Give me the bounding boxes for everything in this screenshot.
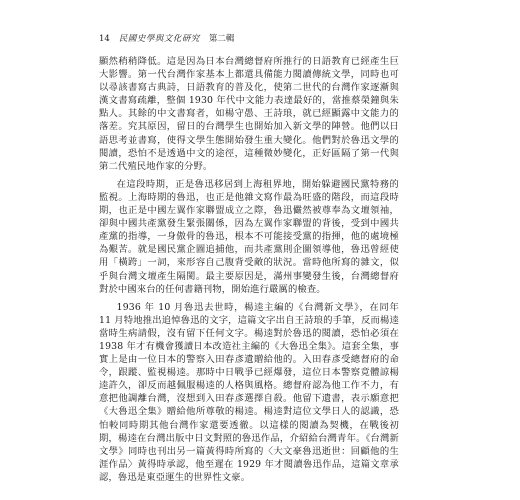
running-header	[99, 32, 439, 46]
page-number: 14	[99, 34, 110, 44]
paragraph-3: 1936 年 10 月魯迅去世時，楊逵主編的《台灣新文學》，在同年 11 月特地推出追悼魯迅的文字，這篇文字出自王詩琅的手筆，反而楊逵當時生病請假，沒有留下任何文字。楊逵對於魯迅的閱讀，恐怕必須在 1938 年才有機會獲讀日本改造社主編的《大魯迅全集》。這套全集，事實上是由一位日本的警察入田春彥遺贈給他的。入田春彥受總督府的命令，跟蹤、監視楊逵。那時中日戰爭已經爆發，這位日本警察竟體諒楊逵許久，卻反而越佩服楊逵的人格與風格。總督府認為他工作不力，有意把他調離台灣，沒想到入田春彥選擇自殺。他留下遺書，表示願意把《大魯迅全集》贈給他所尊敬的楊逵。楊逵對這位文學日人的認識，恐怕較同時期其他台灣作家還要透徹。以這樣的閱讀為契機，在戰後初期，楊逵在台灣出版中日文對照的魯迅作品，介紹給台灣青年。《台灣新文學》同時也刊出另一篇黃得時所寫的〈大文豪魯迅逝世：回顧他的生涯作品〉黃得時承認，他至遲在 1929 年才閱讀魯迅作品，這篇文章承認，魯迅是東亞運生的世界性文豪。	[99, 301, 399, 483]
body-text	[99, 55, 399, 489]
paragraph-2: 在這段時期，正是魯迅移居到上海租界地，開始躲避國民黨特務的監視。上海時期的魯迅，也正是他雜文寫作最為旺盛的階段，而這段時期，也正是中國左翼作家聯盟成立之際，魯迅儼然被尊奉為文壇領袖，卻與中國共產黨發生緊張關係，因為左翼作家聯盟的背後，受到中國共產黨的指導，一身傲骨的魯迅，根本不可能接受黨的指揮，他的處境極為艱苦。就是國民黨企圖追捕他，而共產黨則企圖領導他，魯迅曾經使用「橫跨」一詞，來形容自己腹背受敵的狀況。當時他所寫的雜文，似乎與台灣文壇產生隔閡。最主要原因是，滿州事變發生後，台灣總督府對於中國來台的任何書籍刊物，開始進行嚴厲的檢查。	[99, 178, 399, 295]
issue-label: 第二輯	[208, 34, 235, 44]
book-title: 民國史學與文化研究	[118, 34, 200, 44]
paragraph-1: 顯然稍稍降低。這是因為日本台灣總督府所推行的日語教育已經產生巨大影響。第一代台灣作家基本上都還具備能力閱讀傳統文學，同時也可以尋該書寫古典詩，日語教育的普及化，使第二世代的台灣作家逐漸與漢文書寫疏離，整個 1930 年代中文能力表達最好的，當推蔡榮鐘與朱點人。其餘的中文書寫者，如楊守愚、王詩琅，就已經顯露中文能力的落差。究其原因，留日的台灣學生也開始加入新文學的陣營。他們以日語思考並書寫，使得文學生態開始發生重大變化。他們對於魯迅文學的閱讀，恐怕不是透過中文的途徑，這種微妙變化，正好區隔了第一代與第二代殖民地作家的分野。	[99, 56, 399, 172]
